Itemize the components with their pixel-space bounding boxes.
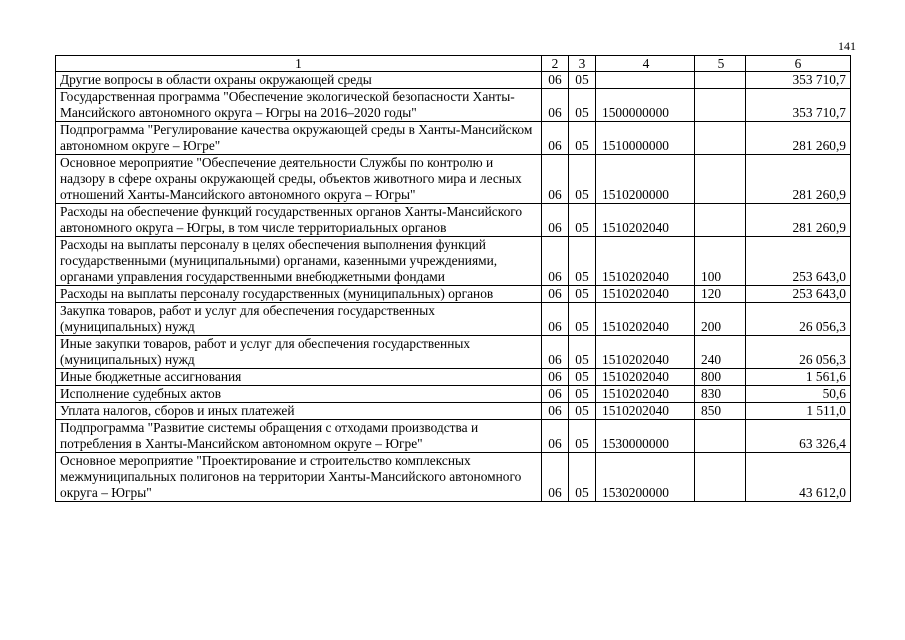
- row-expense-type-cell: [695, 89, 746, 122]
- row-amount-cell: 63 326,4: [746, 420, 851, 453]
- table-row: [56, 369, 851, 386]
- row-expense-type-cell: 240: [695, 336, 746, 369]
- table-row: [56, 453, 851, 502]
- row-subsection-cell: 05: [569, 303, 596, 336]
- row-subsection-cell: 05: [569, 155, 596, 204]
- row-name-cell: Закупка товаров, работ и услуг для обеспечения государственных (муниципальных) нужд: [56, 303, 542, 336]
- row-amount-cell: 26 056,3: [746, 303, 851, 336]
- row-section-cell: 06: [542, 336, 569, 369]
- table-row: [56, 122, 851, 155]
- row-amount-cell: 281 260,9: [746, 155, 851, 204]
- row-section-cell: 06: [542, 204, 569, 237]
- row-name-cell: Расходы на выплаты персоналу в целях обеспечения выполнения функций государственными (муниципальными) органами, казенными учреждениями, органами управления государственными внебюджетными фондами: [56, 237, 542, 286]
- row-subsection-cell: 05: [569, 420, 596, 453]
- row-section-cell: 06: [542, 155, 569, 204]
- row-name-cell: Подпрограмма "Регулирование качества окружающей среды в Ханты-Мансийском автономном округе – Югре": [56, 122, 542, 155]
- budget-table: [55, 55, 851, 502]
- row-expense-type-cell: 830: [695, 386, 746, 403]
- row-expense-type-cell: 120: [695, 286, 746, 303]
- row-section-cell: 06: [542, 303, 569, 336]
- row-expense-type-cell: 850: [695, 403, 746, 420]
- table-header-row: [56, 56, 851, 72]
- row-section-cell: 06: [542, 453, 569, 502]
- row-name-cell: Основное мероприятие "Обеспечение деятельности Службы по контролю и надзору в сфере охраны окружающей среды, объектов животного мира и лесных отношений Ханты-Мансийского автономного округа – Югры": [56, 155, 542, 204]
- table-row: [56, 386, 851, 403]
- row-target-article-cell: 1530200000: [596, 453, 695, 502]
- row-expense-type-cell: 100: [695, 237, 746, 286]
- row-target-article-cell: 1510200000: [596, 155, 695, 204]
- row-subsection-cell: 05: [569, 122, 596, 155]
- row-amount-cell: 353 710,7: [746, 72, 851, 89]
- table-row: [56, 72, 851, 89]
- row-name-cell: Иные закупки товаров, работ и услуг для обеспечения государственных (муниципальных) нужд: [56, 336, 542, 369]
- row-subsection-cell: 05: [569, 369, 596, 386]
- row-name-cell: Иные бюджетные ассигнования: [56, 369, 542, 386]
- header-col-3: 3: [569, 56, 596, 72]
- row-amount-cell: 50,6: [746, 386, 851, 403]
- row-target-article-cell: 1510202040: [596, 303, 695, 336]
- row-expense-type-cell: [695, 72, 746, 89]
- row-subsection-cell: 05: [569, 286, 596, 303]
- header-col-4: 4: [596, 56, 695, 72]
- row-amount-cell: 43 612,0: [746, 453, 851, 502]
- row-subsection-cell: 05: [569, 453, 596, 502]
- row-target-article-cell: 1510000000: [596, 122, 695, 155]
- row-section-cell: 06: [542, 122, 569, 155]
- row-target-article-cell: 1530000000: [596, 420, 695, 453]
- row-amount-cell: 1 511,0: [746, 403, 851, 420]
- table-row: [56, 204, 851, 237]
- table-row: [56, 155, 851, 204]
- row-section-cell: 06: [542, 286, 569, 303]
- row-subsection-cell: 05: [569, 89, 596, 122]
- header-col-5: 5: [695, 56, 746, 72]
- row-section-cell: 06: [542, 89, 569, 122]
- table-row: [56, 286, 851, 303]
- row-name-cell: Уплата налогов, сборов и иных платежей: [56, 403, 542, 420]
- row-amount-cell: 281 260,9: [746, 204, 851, 237]
- row-amount-cell: 253 643,0: [746, 237, 851, 286]
- row-subsection-cell: 05: [569, 403, 596, 420]
- table-row: [56, 237, 851, 286]
- row-target-article-cell: 1510202040: [596, 386, 695, 403]
- table-row: [56, 420, 851, 453]
- row-amount-cell: 281 260,9: [746, 122, 851, 155]
- row-section-cell: 06: [542, 237, 569, 286]
- row-name-cell: Основное мероприятие "Проектирование и строительство комплексных межмуниципальных полигонов на территории Ханты-Мансийского автономного округа – Югры": [56, 453, 542, 502]
- row-section-cell: 06: [542, 420, 569, 453]
- table-row: [56, 89, 851, 122]
- row-expense-type-cell: [695, 122, 746, 155]
- row-target-article-cell: 1510202040: [596, 336, 695, 369]
- row-section-cell: 06: [542, 386, 569, 403]
- row-name-cell: Расходы на обеспечение функций государственных органов Ханты-Мансийского автономного округа – Югры, в том числе территориальных органов: [56, 204, 542, 237]
- header-col-1: 1: [56, 56, 542, 72]
- row-subsection-cell: 05: [569, 72, 596, 89]
- row-name-cell: Другие вопросы в области охраны окружающей среды: [56, 72, 542, 89]
- row-amount-cell: 26 056,3: [746, 336, 851, 369]
- row-target-article-cell: 1510202040: [596, 237, 695, 286]
- row-name-cell: Исполнение судебных актов: [56, 386, 542, 403]
- row-name-cell: Государственная программа "Обеспечение экологической безопасности Ханты-Мансийского автономного округа – Югры на 2016–2020 годы": [56, 89, 542, 122]
- row-target-article-cell: [596, 72, 695, 89]
- page-number: 141: [838, 39, 856, 53]
- row-subsection-cell: 05: [569, 237, 596, 286]
- table-row: [56, 303, 851, 336]
- row-subsection-cell: 05: [569, 386, 596, 403]
- row-target-article-cell: 1510202040: [596, 403, 695, 420]
- row-target-article-cell: 1510202040: [596, 286, 695, 303]
- row-subsection-cell: 05: [569, 336, 596, 369]
- row-section-cell: 06: [542, 369, 569, 386]
- row-expense-type-cell: [695, 155, 746, 204]
- row-expense-type-cell: [695, 420, 746, 453]
- row-expense-type-cell: [695, 204, 746, 237]
- row-section-cell: 06: [542, 72, 569, 89]
- row-target-article-cell: 1500000000: [596, 89, 695, 122]
- header-col-2: 2: [542, 56, 569, 72]
- row-expense-type-cell: [695, 453, 746, 502]
- row-amount-cell: 1 561,6: [746, 369, 851, 386]
- row-subsection-cell: 05: [569, 204, 596, 237]
- row-expense-type-cell: 200: [695, 303, 746, 336]
- row-name-cell: Расходы на выплаты персоналу государственных (муниципальных) органов: [56, 286, 542, 303]
- row-section-cell: 06: [542, 403, 569, 420]
- row-target-article-cell: 1510202040: [596, 204, 695, 237]
- row-amount-cell: 353 710,7: [746, 89, 851, 122]
- row-expense-type-cell: 800: [695, 369, 746, 386]
- table-row: [56, 336, 851, 369]
- row-amount-cell: 253 643,0: [746, 286, 851, 303]
- row-target-article-cell: 1510202040: [596, 369, 695, 386]
- table-row: [56, 403, 851, 420]
- header-col-6: 6: [746, 56, 851, 72]
- row-name-cell: Подпрограмма "Развитие системы обращения с отходами производства и потребления в Ханты-Мансийском автономном округе – Югре": [56, 420, 542, 453]
